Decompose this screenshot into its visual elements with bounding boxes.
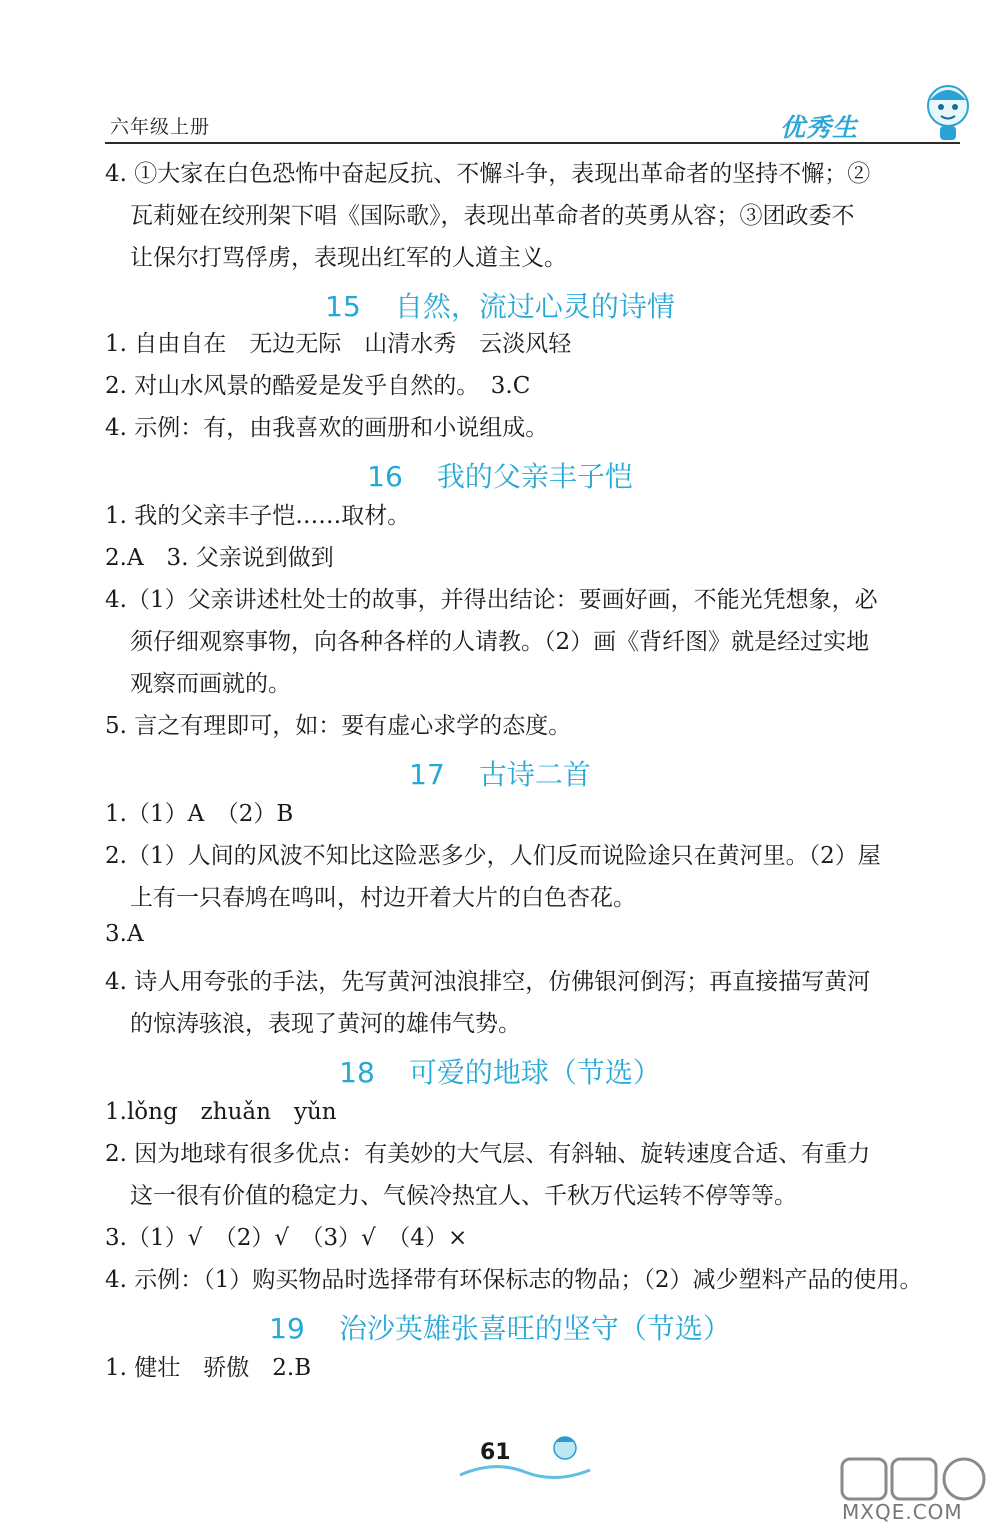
answer-line-continuation: 的惊涛骇浪，表现了黄河的雄伟气势。 <box>130 1011 521 1037</box>
section-heading-17 <box>0 753 1000 793</box>
section-number: 19 <box>269 1312 305 1345</box>
header-divider <box>105 142 960 144</box>
answer-line: 2. 因为地球有很多优点：有美妙的大气层、有斜轴、旋转速度合适、有重力 <box>105 1141 871 1167</box>
section-title: 古诗二首 <box>478 758 591 791</box>
section-title: 治沙英雄张喜旺的坚守（节选） <box>338 1312 731 1345</box>
answer-line: 2.A 3. 父亲说到做到 <box>105 545 334 571</box>
section-title: 可爱的地球（节选） <box>408 1056 661 1089</box>
answer-line-continuation: 须仔细观察事物，向各种各样的人请教。（2）画《背纤图》就是经过实地 <box>130 629 870 655</box>
answer-line-continuation: 这一很有价值的稳定力、气候冷热宜人、千秋万代运转不停等等。 <box>130 1183 797 1209</box>
answer-line: 4. ①大家在白色恐怖中奋起反抗、不懈斗争，表现出革命者的坚持不懈；② <box>105 161 871 187</box>
answer-line: 4. 示例：有，由我喜欢的画册和小说组成。 <box>105 415 549 441</box>
answer-line: 2. 对山水风景的酷爱是发乎自然的。 3.C <box>105 373 531 399</box>
watermark-url: MXQE.COM <box>842 1500 963 1524</box>
section-number: 18 <box>339 1056 375 1089</box>
section-number: 17 <box>409 758 445 791</box>
answer-line: 1. 健壮 骄傲 2.B <box>105 1355 312 1381</box>
section-number: 15 <box>325 290 361 323</box>
section-heading-18 <box>0 1051 1000 1091</box>
section-heading-16 <box>0 455 1000 495</box>
answer-line: 4.（1）父亲讲述杜处士的故事，并得出结论：要画好画，不能光凭想象，必 <box>105 587 878 613</box>
section-title: 我的父亲丰子恺 <box>436 460 633 493</box>
answer-line: 2.（1）人间的风波不知比这险恶多少，人们反而说险途只在黄河里。（2）屋 <box>105 843 881 869</box>
footer-decoration-icon <box>455 1420 595 1490</box>
section-number: 16 <box>367 460 403 493</box>
answer-line: 1. 自由自在 无边无际 山清水秀 云淡风轻 <box>105 331 572 357</box>
answer-line: 4. 诗人用夸张的手法，先写黄河浊浪排空，仿佛银河倒泻；再直接描写黄河 <box>105 969 871 995</box>
page-number: 61 <box>480 1440 511 1465</box>
section-heading-15 <box>0 285 1000 325</box>
answer-line-continuation: 观察而画就的。 <box>130 671 291 697</box>
answer-line: 3.（1）√ （2）√ （3）√ （4）× <box>105 1225 468 1251</box>
grade-label: 六年级上册 <box>110 116 211 138</box>
answer-line: 1.lǒng zhuǎn yǔn <box>105 1099 337 1125</box>
answer-line: 3.A <box>105 921 144 947</box>
answer-line: 1. 我的父亲丰子恺……取材。 <box>105 503 411 529</box>
watermark-logo-icon <box>840 1455 990 1503</box>
answer-line-continuation: 瓦莉娅在绞刑架下唱《国际歌》，表现出革命者的英勇从容；③团政委不 <box>130 203 855 229</box>
mascot-icon <box>918 80 978 142</box>
answer-line-continuation: 让保尔打骂俘虏，表现出红军的人道主义。 <box>130 245 567 271</box>
section-heading-19 <box>0 1307 1000 1347</box>
answer-line: 1.（1）A （2）B <box>105 801 294 827</box>
answer-line-continuation: 上有一只春鸠在鸣叫，村边开着大片的白色杏花。 <box>130 885 636 911</box>
brand-logo: 优秀生 <box>780 113 859 142</box>
answer-line: 5. 言之有理即可，如：要有虚心求学的态度。 <box>105 713 572 739</box>
section-title: 自然，流过心灵的诗情 <box>394 290 675 323</box>
answer-line: 4. 示例：（1）购买物品时选择带有环保标志的物品；（2）减少塑料产品的使用。 <box>105 1267 923 1293</box>
